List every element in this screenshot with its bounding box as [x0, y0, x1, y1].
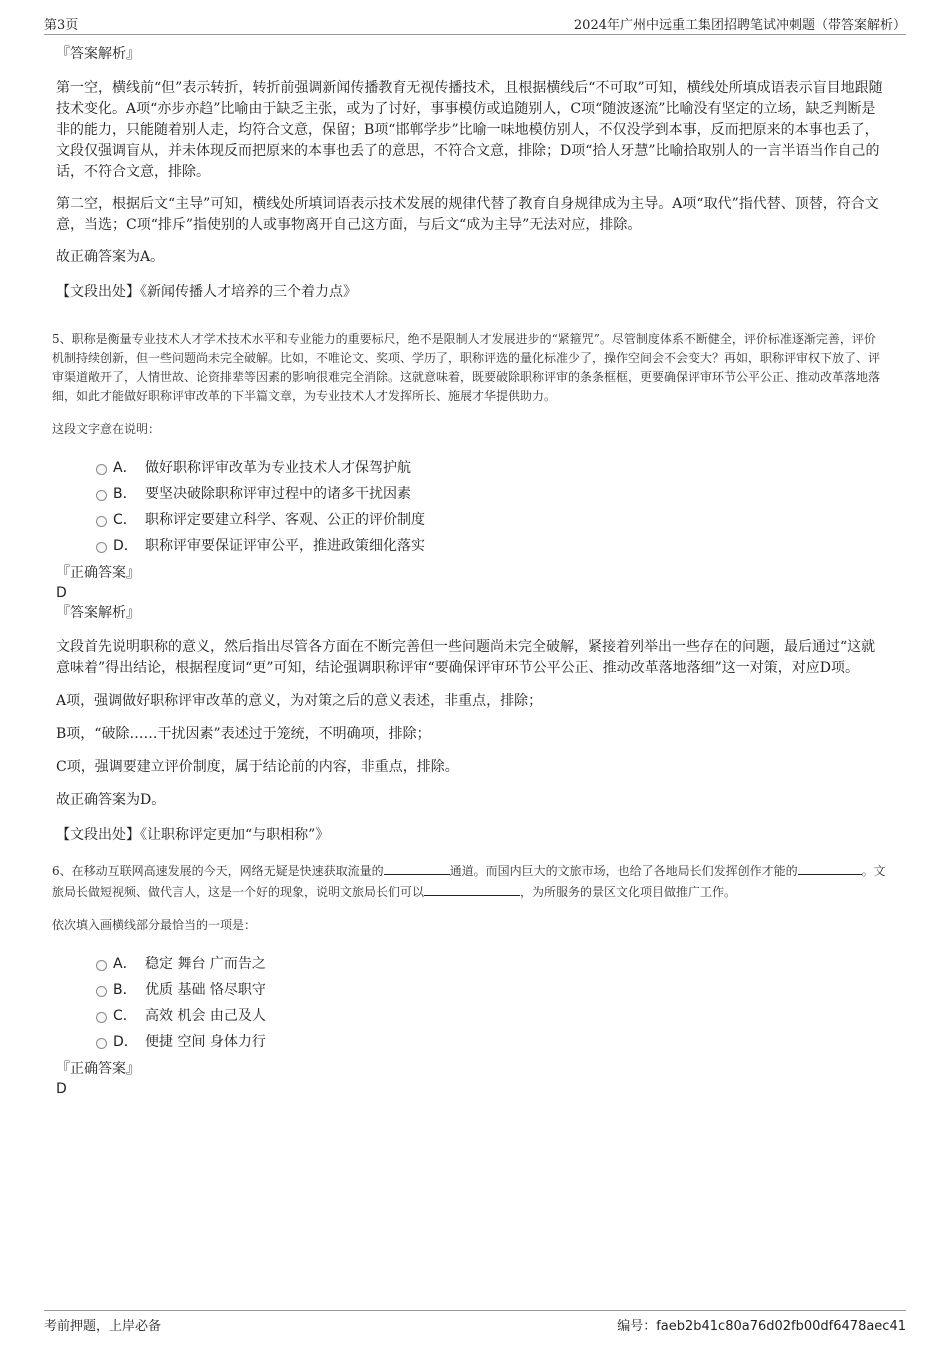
page-number: 第3页	[44, 18, 79, 33]
radio-icon[interactable]	[96, 1038, 107, 1049]
radio-icon[interactable]	[96, 516, 107, 527]
blank-3	[424, 881, 520, 896]
q5-analysis-label: 『答案解析』	[56, 605, 140, 621]
q4-analysis-paragraph-1: 第一空，横线前“但”表示转折，转折前强调新闻传播教育无视传播技术，且根据横线后“不可取”可知，横线处所填成语表示盲目地跟随技术变化。A项“亦步亦趋”比喻由于缺乏主张，或为了讨好，事事模仿或追随别人，C项“随波逐流”比喻没有坚定的立场，缺乏判断是非的能力，只能随着别人走，均符合文意，保留；B项“邯郸学步”比喻一味地模仿别人，不仅没学到本事，反而把原来的本事也丢了，文段仅强调盲从，并未体现反而把原来的本事也丢了的意思，不符合文意，排除；D项“拾人牙慧”比喻拾取别人的一言半语当作自己的话，不符合文意，排除。	[56, 80, 883, 180]
blank-1	[384, 860, 450, 875]
q6-correct-answer: D	[56, 1081, 67, 1097]
q6-options	[94, 951, 886, 1055]
q5-correct-answer: D	[56, 585, 67, 601]
radio-icon[interactable]	[96, 464, 107, 475]
q5-analysis-option-a: A项，强调做好职称评审改革的意义，为对策之后的意义表述，非重点，排除；	[56, 693, 543, 709]
q6-option-c[interactable]: C． 高效 机会 由己及人	[94, 1003, 886, 1029]
q5-stem: 5、职称是衡量专业技术人才学术技术水平和专业能力的重要标尺，绝不是限制人才发展进步的“紧箍咒”。尽管制度体系不断健全，评价标准逐渐完善，评价机制持续创新，但一些问题尚未完全破解。比如，不唯论文、奖项、学历了，职称评选的量化标准少了，操作空间会不会变大？再如，职称评审权下放了、评审渠道敞开了，人情世故、论资排辈等因素的影响很难完全消除。这就意味着，既要破除职称评审的条条框框，更要确保评审环节公平公正、推动改革落地落细，如此才能做好职称评审改革的下半篇文章，为专业技术人才发挥所长、施展才华提供助力。	[52, 332, 881, 403]
q5-option-a[interactable]: A． 做好职称评审改革为专业技术人才保驾护航	[94, 455, 886, 481]
radio-icon[interactable]	[96, 960, 107, 971]
q5-source: 【文段出处】《让职称评定更加“与职相称”》	[56, 827, 330, 843]
blank-2	[798, 860, 862, 875]
q4-analysis-paragraph-2: 第二空，根据后文“主导”可知，横线处所填词语表示技术发展的规律代替了教育自身规律成为主导。A项“取代”指代替、顶替，符合文意，当选；C项“排斥”指使别的人或事物离开自己这方面，与后文“成为主导”无法对应，排除。	[56, 196, 879, 233]
document-serial: 编号：faeb2b41c80a76d02fb00df6478aec41	[617, 1319, 906, 1334]
q5-prompt: 这段文字意在说明：	[52, 422, 161, 436]
q5-option-d[interactable]: D． 职称评审要保证评审公平，推进政策细化落实	[94, 533, 886, 559]
q5-option-c[interactable]: C． 职称评定要建立科学、客观、公正的评价制度	[94, 507, 886, 533]
q5-analysis-paragraph: 文段首先说明职称的意义，然后指出尽管各方面在不断完善但一些问题尚未完全破解，紧接着列举出一些存在的问题，最后通过“这就意味着”得出结论，根据程度词“更”可知，结论强调职称评审“要确保评审环节公平公正、推动改革落地落细”这一对策，对应D项。	[56, 639, 876, 676]
radio-icon[interactable]	[96, 986, 107, 997]
q6-correct-label: 『正确答案』	[56, 1061, 140, 1077]
document-title: 2024年广州中远重工集团招聘笔试冲刺题（带答案解析）	[573, 18, 906, 33]
q6-stem: 6、在移动互联网高速发展的今天，网络无疑是快速获取流量的 通道。而国内巨大的文旅市场，也给了各地局长们发挥创作才能的 。文旅局长做短视频、做代言人，这是一个好的现象，说明文旅局长们可以 ，为所服务的景区文化项目做推广工作。	[52, 860, 886, 902]
q6-prompt: 依次填入画横线部分最恰当的一项是：	[52, 918, 257, 932]
radio-icon[interactable]	[96, 490, 107, 501]
page-header	[44, 12, 906, 35]
q6-option-b[interactable]: B． 优质 基础 恪尽职守	[94, 977, 886, 1003]
q4-source: 【文段出处】《新闻传播人才培养的三个着力点》	[56, 284, 357, 300]
radio-icon[interactable]	[96, 542, 107, 553]
q6-option-d[interactable]: D． 便捷 空间 身体力行	[94, 1029, 886, 1055]
page-footer	[44, 1310, 906, 1335]
q5-analysis-option-b: B项，“破除……干扰因素”表述过于笼统，不明确项，排除；	[56, 726, 431, 742]
q5-correct-label: 『正确答案』	[56, 565, 140, 581]
q6-option-a[interactable]: A． 稳定 舞台 广而告之	[94, 951, 886, 977]
footer-slogan: 考前押题，上岸必备	[44, 1319, 162, 1334]
radio-icon[interactable]	[96, 1012, 107, 1023]
page-content	[52, 44, 886, 1099]
q4-conclusion: 故正确答案为A。	[56, 249, 165, 265]
q5-analysis-option-c: C项，强调要建立评价制度，属于结论前的内容，非重点，排除。	[56, 759, 459, 775]
q5-options	[94, 455, 886, 559]
q4-analysis-label: 『答案解析』	[56, 46, 140, 62]
q5-option-b[interactable]: B． 要坚决破除职称评审过程中的诸多干扰因素	[94, 481, 886, 507]
q5-conclusion: 故正确答案为D。	[56, 792, 166, 808]
